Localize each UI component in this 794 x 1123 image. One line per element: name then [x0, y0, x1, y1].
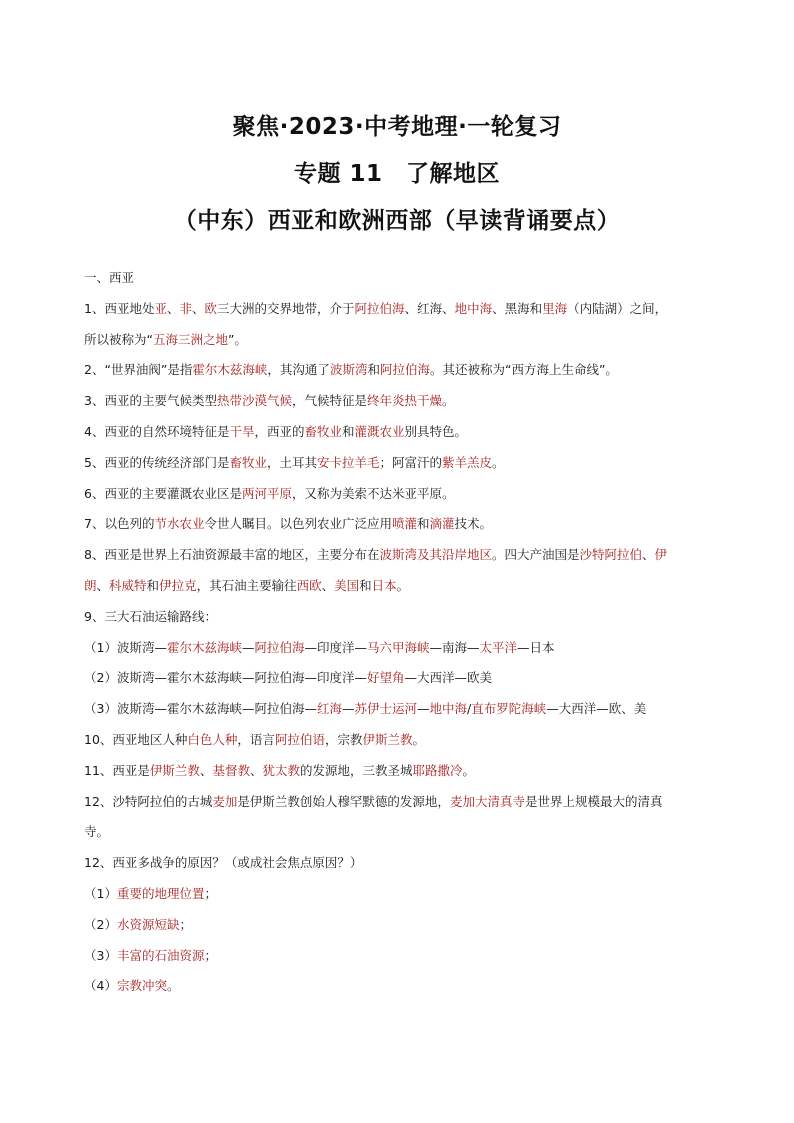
highlight-term: 畜牧业	[229, 454, 267, 470]
text-run: 。	[412, 731, 425, 747]
list-item	[84, 391, 720, 411]
list-item	[84, 976, 720, 996]
highlight-term: 麦加	[212, 793, 238, 809]
highlight-term: 非	[179, 300, 192, 316]
text-run: ，西亚的	[254, 423, 305, 439]
text-run: —	[341, 701, 355, 717]
text-run: ，又称为美索不达米亚平原。	[291, 485, 455, 501]
highlight-term: 五海三洲之地	[152, 331, 228, 347]
text-run: 1、西亚地处	[84, 300, 155, 316]
text-run: 、黑海和	[492, 300, 543, 316]
paragraph-line	[84, 299, 720, 319]
text-run: 、	[96, 577, 110, 593]
list-item	[84, 453, 720, 473]
text-run: ，其沟通了	[267, 362, 330, 378]
highlight-term: 干旱	[229, 423, 255, 439]
text-run: （2）波斯湾—霍尔木兹海峡—阿拉伯海—印度洋—	[84, 670, 367, 686]
highlight-term: 地中海	[429, 701, 468, 717]
highlight-term: 伊斯兰教	[149, 762, 200, 778]
text-run: （3）	[84, 947, 117, 963]
highlight-term: 波斯湾及其沿岸地区	[379, 547, 492, 563]
text-run: 、	[642, 547, 655, 563]
list-item	[84, 607, 720, 627]
text-run: ，语言	[237, 731, 275, 747]
title-block	[0, 112, 794, 253]
highlight-term: 阿拉伯海	[354, 300, 405, 316]
highlight-term: 重要的地理位置	[116, 885, 205, 901]
paragraph-line	[84, 822, 720, 842]
highlight-term: 白色人种	[187, 731, 238, 747]
highlight-term: 亚	[154, 300, 167, 316]
text-run: 6、西亚的主要灌溉农业区是	[84, 485, 242, 501]
text-run: 10、西亚地区人种	[84, 731, 188, 747]
text-run: （4）	[84, 978, 117, 994]
text-run: 。	[442, 393, 455, 409]
text-run: 。四大产油国是	[491, 547, 580, 563]
highlight-term: 直布罗陀海峡	[471, 701, 547, 717]
text-run: 、	[192, 300, 205, 316]
list-item	[84, 422, 720, 442]
text-run: 。	[492, 454, 505, 470]
text-run: 令世人瞩目。以色列农业广泛应用	[204, 516, 392, 532]
text-run: —印度洋—	[304, 639, 367, 655]
text-run: —大西洋—欧、美	[546, 701, 647, 717]
highlight-term: 地中海	[454, 300, 493, 316]
doc-topic: （中东）西亚和欧洲西部（早读背诵要点）	[173, 208, 621, 234]
text-run: （1）波斯湾—	[84, 639, 167, 655]
paragraph	[84, 545, 720, 596]
text-run: 所以被称为“	[84, 331, 153, 347]
highlight-term: 马六甲海峡	[367, 639, 430, 655]
text-run: 2、“世界油阀”是指	[84, 362, 193, 378]
list-item	[84, 699, 720, 719]
text-run: 。	[166, 978, 180, 994]
text-run: 、红海、	[404, 300, 455, 316]
text-run: 的发源地，三教圣城	[299, 762, 413, 778]
text-run: —大西洋—欧美	[404, 670, 492, 686]
paragraph-line	[84, 576, 720, 596]
text-run: ，土耳其	[266, 454, 317, 470]
highlight-term: 科威特	[109, 577, 147, 593]
highlight-term: 红海	[316, 701, 342, 717]
highlight-term: 紫羊羔皮	[442, 454, 493, 470]
doc-subtitle: 专题 11 了解地区	[293, 161, 500, 187]
text-run: 12、沙特阿拉伯的古城	[84, 793, 213, 809]
highlight-term: 霍尔木兹海峡	[192, 362, 268, 378]
highlight-term: 霍尔木兹海峡	[166, 639, 242, 655]
text-run: （3）波斯湾—霍尔木兹海峡—阿拉伯海—	[84, 701, 317, 717]
paragraph-line	[84, 792, 720, 812]
list-item	[84, 514, 720, 534]
text-run: 和	[417, 516, 430, 532]
text-run: 和	[359, 577, 372, 593]
text-run: ，气候特征是	[291, 393, 367, 409]
list-item	[84, 853, 720, 873]
text-run: —	[241, 639, 255, 655]
text-run: 、	[321, 577, 335, 593]
highlight-term: 耶路撒冷	[412, 762, 463, 778]
highlight-term: 热带沙漠气候	[216, 393, 292, 409]
text-run: 一、西亚	[84, 270, 135, 285]
text-run: 、	[249, 762, 263, 778]
text-run: 。其还被称为“西方海上生命线”。	[429, 362, 618, 378]
list-item	[84, 360, 720, 380]
highlight-term: 美国	[334, 577, 360, 593]
highlight-term: 两河平原	[241, 485, 292, 501]
text-run: ，其石油主要输往	[196, 577, 297, 593]
highlight-term: 沙特阿拉伯	[579, 547, 643, 563]
highlight-term: 阿拉伯海	[379, 362, 430, 378]
text-run: /	[467, 701, 472, 717]
text-run: 技术。	[454, 516, 493, 532]
highlight-term: 宗教冲突	[116, 978, 167, 994]
text-run: ；阿富汗的	[379, 454, 443, 470]
text-run: （1）	[84, 885, 117, 901]
list-item	[84, 484, 720, 504]
section-heading	[84, 268, 720, 288]
highlight-term: 畜牧业	[304, 423, 343, 439]
text-run: 、	[199, 762, 213, 778]
text-run: ；	[204, 885, 217, 901]
text-run: 。	[396, 577, 410, 593]
list-item	[84, 946, 720, 966]
text-run: 12、西亚多战争的原因？（或成社会焦点原因？）	[84, 855, 363, 871]
text-run: （内陆湖）之间，	[567, 300, 668, 316]
text-run: —南海—	[429, 639, 480, 655]
highlight-term: 西欧	[296, 577, 322, 593]
text-run: 和	[146, 577, 160, 593]
paragraph	[84, 792, 720, 843]
highlight-term: 里海	[542, 300, 568, 316]
text-run: 和	[342, 423, 355, 439]
paragraph-line	[84, 545, 720, 565]
highlight-term: 基督教	[212, 762, 250, 778]
list-item	[84, 915, 720, 935]
text-run: 4、西亚的自然环境特征是	[84, 423, 230, 439]
highlight-term: 苏伊士运河	[354, 701, 417, 717]
text-run: 。	[462, 762, 476, 778]
highlight-term: 终年炎热干燥	[367, 393, 443, 409]
highlight-term: 波斯湾	[329, 362, 368, 378]
text-run: 寺。	[84, 824, 110, 840]
highlight-term: 水资源短缺	[116, 916, 180, 932]
text-run: 、	[166, 300, 180, 316]
text-run: （2）	[84, 916, 117, 932]
text-run: —	[417, 701, 430, 717]
highlight-term: 伊拉克	[159, 577, 197, 593]
list-item	[84, 638, 720, 658]
highlight-term: 好望角	[366, 670, 405, 686]
highlight-term: 太平洋	[479, 639, 518, 655]
highlight-term: 麦加大清真寺	[449, 793, 525, 809]
highlight-term: 伊斯兰教	[362, 731, 413, 747]
list-item	[84, 730, 720, 750]
highlight-term: 滴灌	[429, 516, 455, 532]
text-run: 是世界上规模最大的清真	[524, 793, 663, 809]
text-run: —日本	[517, 639, 555, 655]
text-run: ；	[179, 916, 192, 932]
paragraph	[84, 299, 720, 350]
text-run: 7、以色列的	[84, 516, 155, 532]
highlight-term: 丰富的石油资源	[116, 947, 205, 963]
text-run: 11、西亚是	[84, 762, 150, 778]
paragraph-line	[84, 330, 720, 350]
doc-title: 聚焦·2023·中考地理·一轮复习	[232, 114, 562, 140]
highlight-term: 日本	[371, 577, 397, 593]
list-item	[84, 761, 720, 781]
highlight-term: 朗	[84, 577, 97, 593]
document-body	[84, 268, 720, 1007]
highlight-term: 喷灌	[391, 516, 417, 532]
highlight-term: 犹太教	[262, 762, 300, 778]
list-item	[84, 668, 720, 688]
text-run: ”。	[228, 331, 247, 347]
text-run: ；	[204, 947, 217, 963]
text-run: 三大洲的交界地带，介于	[217, 300, 355, 316]
highlight-term: 伊	[654, 547, 668, 563]
highlight-term: 安卡拉羊毛	[317, 454, 380, 470]
text-run: 别具特色。	[404, 423, 468, 439]
highlight-term: 节水农业	[154, 516, 205, 532]
text-run: 和	[367, 362, 380, 378]
highlight-term: 阿拉伯海	[254, 639, 305, 655]
text-run: 3、西亚的主要气候类型	[84, 393, 217, 409]
highlight-term: 灌溉农业	[354, 423, 405, 439]
text-run: 5、西亚的传统经济部门是	[84, 454, 230, 470]
text-run: 8、西亚是世界上石油资源最丰富的地区，主要分布在	[84, 547, 380, 563]
highlight-term: 阿拉伯语	[274, 731, 325, 747]
text-run: 是伊斯兰教创始人穆罕默德的发源地，	[237, 793, 450, 809]
text-run: 9、三大石油运输路线：	[84, 608, 217, 624]
text-run: ，宗教	[324, 731, 363, 747]
list-item	[84, 884, 720, 904]
highlight-term: 欧	[204, 300, 218, 316]
